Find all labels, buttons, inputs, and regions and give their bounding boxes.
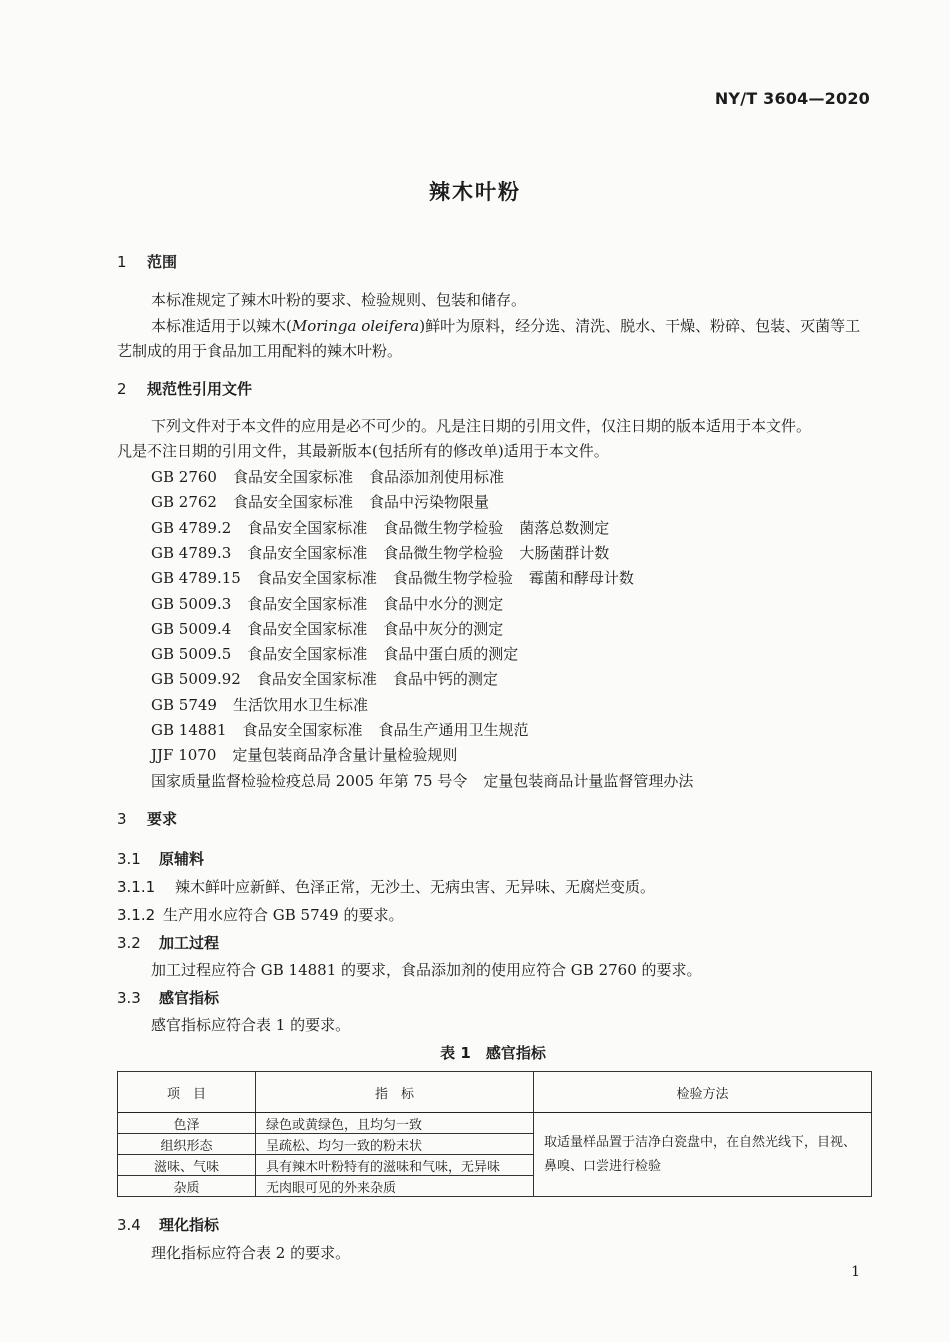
physchem-paragraph: 理化指标应符合表 2 的要求。: [151, 1244, 351, 1262]
clause-number: 3.1.1: [117, 878, 156, 896]
subsection-number: 3.1: [117, 850, 141, 868]
reference-title-part: 食品安全国家标准: [256, 569, 377, 588]
reference-title-part: 食品安全国家标准: [256, 670, 377, 689]
reference-code: GB 5009.92: [151, 670, 241, 689]
subsection-title: 原辅料: [159, 850, 205, 868]
reference-title-part: 食品中蛋白质的测定: [383, 645, 519, 664]
document-title: 辣木叶粉: [429, 180, 521, 204]
reference-title-part: 食品中水分的测定: [383, 594, 504, 613]
reference-title-part: 霉菌和酵母计数: [528, 569, 634, 588]
column-header: 指 标: [256, 1072, 534, 1113]
subsection-title: 理化指标: [159, 1216, 220, 1234]
section-title: 范围: [147, 253, 178, 271]
reference-title-part: 定量包装商品净含量计量检验规则: [232, 746, 458, 765]
reference-code: GB 4789.15: [151, 569, 241, 588]
reference-item: [151, 643, 534, 664]
scientific-name: Moringa oleifera: [291, 317, 420, 335]
section-1-heading: [117, 251, 177, 272]
reference-title-part: 食品生产通用卫生规范: [378, 721, 529, 739]
reference-title-part: 食品微生物学检验: [383, 518, 504, 537]
reference-title-part: 食品中污染物限量: [368, 493, 489, 512]
section-3-heading: [117, 808, 177, 829]
reference-item: [151, 719, 545, 740]
reference-item: [151, 593, 519, 614]
subsection-3-2-heading: [117, 932, 219, 953]
subsection-3-4-heading: [117, 1214, 219, 1235]
reference-code: JJF 1070: [151, 746, 217, 765]
column-header: 项 目: [118, 1072, 256, 1113]
reference-code: 国家质量监督检验检疫总局 2005 年第 75 号令: [151, 771, 468, 790]
reference-title-part: 食品安全国家标准: [242, 721, 363, 739]
subsection-3-1-heading: [117, 848, 204, 869]
reference-title-part: 食品中灰分的测定: [383, 619, 504, 638]
section-title: 要求: [147, 810, 178, 828]
reference-item: [151, 542, 625, 563]
clause-3-1-2: [117, 904, 404, 925]
table-cell-indicator: 绿色或黄绿色，且均匀一致: [256, 1113, 534, 1134]
reference-item: [151, 618, 519, 639]
reference-code: GB 2760: [151, 468, 217, 486]
reference-code: GB 4789.2: [151, 518, 232, 537]
subsection-title: 加工过程: [159, 934, 220, 952]
clause-3-1-1: [117, 876, 655, 897]
reference-title-part: 食品安全国家标准: [247, 518, 368, 537]
reference-title-part: 生活饮用水卫生标准: [232, 695, 368, 714]
page-number: 1: [851, 1264, 860, 1280]
reference-title-part: 定量包装商品计量监督管理办法: [483, 771, 694, 790]
reference-code: GB 5749: [151, 695, 217, 714]
reference-item: [151, 770, 709, 791]
refs-intro-line-2: 凡是不注日期的引用文件，其最新版本(包括所有的修改单)适用于本文件。: [117, 442, 609, 460]
subsection-number: 3.3: [117, 989, 141, 1007]
subsection-3-3-heading: [117, 987, 219, 1008]
table-cell-indicator: 无肉眼可见的外来杂质: [256, 1176, 534, 1197]
reference-item: [151, 567, 650, 588]
reference-title-part: 食品安全国家标准: [247, 594, 368, 613]
section-number: 2: [117, 380, 127, 398]
table-cell-item: 滋味、气味: [118, 1155, 256, 1176]
reference-item: [151, 491, 505, 512]
table-cell-method: 取适量样品置于洁净白瓷盘中，在自然光线下，目视、鼻嗅、口尝进行检验: [534, 1113, 872, 1197]
reference-title-part: 食品微生物学检验: [383, 543, 504, 562]
reference-code: GB 14881: [151, 721, 227, 739]
scope-paragraph-2-cont: 艺制成的用于食品加工用配料的辣木叶粉。: [117, 342, 403, 360]
reference-title-part: 食品安全国家标准: [247, 543, 368, 562]
reference-code: GB 5009.3: [151, 594, 232, 613]
subsection-title: 感官指标: [159, 989, 220, 1007]
table-cell-item: 杂质: [118, 1176, 256, 1197]
reference-code: GB 5009.5: [151, 645, 232, 664]
processing-paragraph: 加工过程应符合 GB 14881 的要求，食品添加剂的使用应符合 GB 2760 的要求。: [151, 961, 702, 979]
reference-title-part: 大肠菌群计数: [519, 543, 610, 562]
reference-code: GB 5009.4: [151, 619, 232, 638]
section-2-heading: [117, 378, 252, 399]
column-header: 检验方法: [534, 1072, 872, 1113]
reference-title-part: 食品安全国家标准: [247, 619, 368, 638]
subsection-number: 3.2: [117, 934, 141, 952]
reference-title-part: 食品安全国家标准: [232, 468, 353, 486]
reference-item: [151, 517, 625, 538]
table-row: [118, 1113, 872, 1134]
table-cell-indicator: 具有辣木叶粉特有的滋味和气味，无异味: [256, 1155, 534, 1176]
clause-text: 生产用水应符合 GB 5749 的要求。: [163, 906, 404, 924]
reference-item: [151, 694, 384, 715]
standard-code: NY/T 3604—2020: [714, 89, 870, 108]
table-1-caption: 表 1 感官指标: [440, 1044, 546, 1062]
table-cell-item: 组织形态: [118, 1134, 256, 1155]
reference-item: [151, 668, 514, 689]
scope-paragraph-2: [151, 315, 860, 336]
refs-intro-line-1: 下列文件对于本文件的应用是必不可少的。凡是注日期的引用文件，仅注日期的版本适用于本文件。: [151, 417, 812, 435]
sensory-table: [117, 1071, 872, 1197]
section-title: 规范性引用文件: [147, 380, 253, 398]
reference-title-part: 食品安全国家标准: [232, 493, 353, 512]
reference-title-part: 食品中钙的测定: [392, 670, 498, 689]
reference-title-part: 食品添加剂使用标准: [368, 468, 504, 486]
table-cell-indicator: 呈疏松、均匀一致的粉末状: [256, 1134, 534, 1155]
clause-number: 3.1.2: [117, 906, 156, 924]
section-number: 3: [117, 810, 127, 828]
reference-title-part: 菌落总数测定: [519, 518, 610, 537]
reference-title-part: 食品微生物学检验: [392, 569, 513, 588]
scope-paragraph-1: 本标准规定了辣木叶粉的要求、检验规则、包装和储存。: [151, 291, 527, 309]
reference-code: GB 4789.3: [151, 543, 232, 562]
section-number: 1: [117, 253, 127, 271]
clause-text: 辣木鲜叶应新鲜、色泽正常，无沙土、无病虫害、无异味、无腐烂变质。: [175, 878, 656, 896]
table-cell-item: 色泽: [118, 1113, 256, 1134]
table-header-row: [118, 1072, 872, 1113]
reference-title-part: 食品安全国家标准: [247, 645, 368, 664]
scope-text-post: )鲜叶为原料，经分选、清洗、脱水、干燥、粉碎、包装、灭菌等工: [419, 317, 861, 335]
sensory-paragraph: 感官指标应符合表 1 的要求。: [151, 1016, 351, 1034]
reference-item: [151, 744, 473, 765]
reference-code: GB 2762: [151, 493, 217, 512]
scope-text-pre: 本标准适用于以辣木(: [151, 317, 292, 335]
subsection-number: 3.4: [117, 1216, 141, 1234]
reference-item: [151, 466, 520, 487]
